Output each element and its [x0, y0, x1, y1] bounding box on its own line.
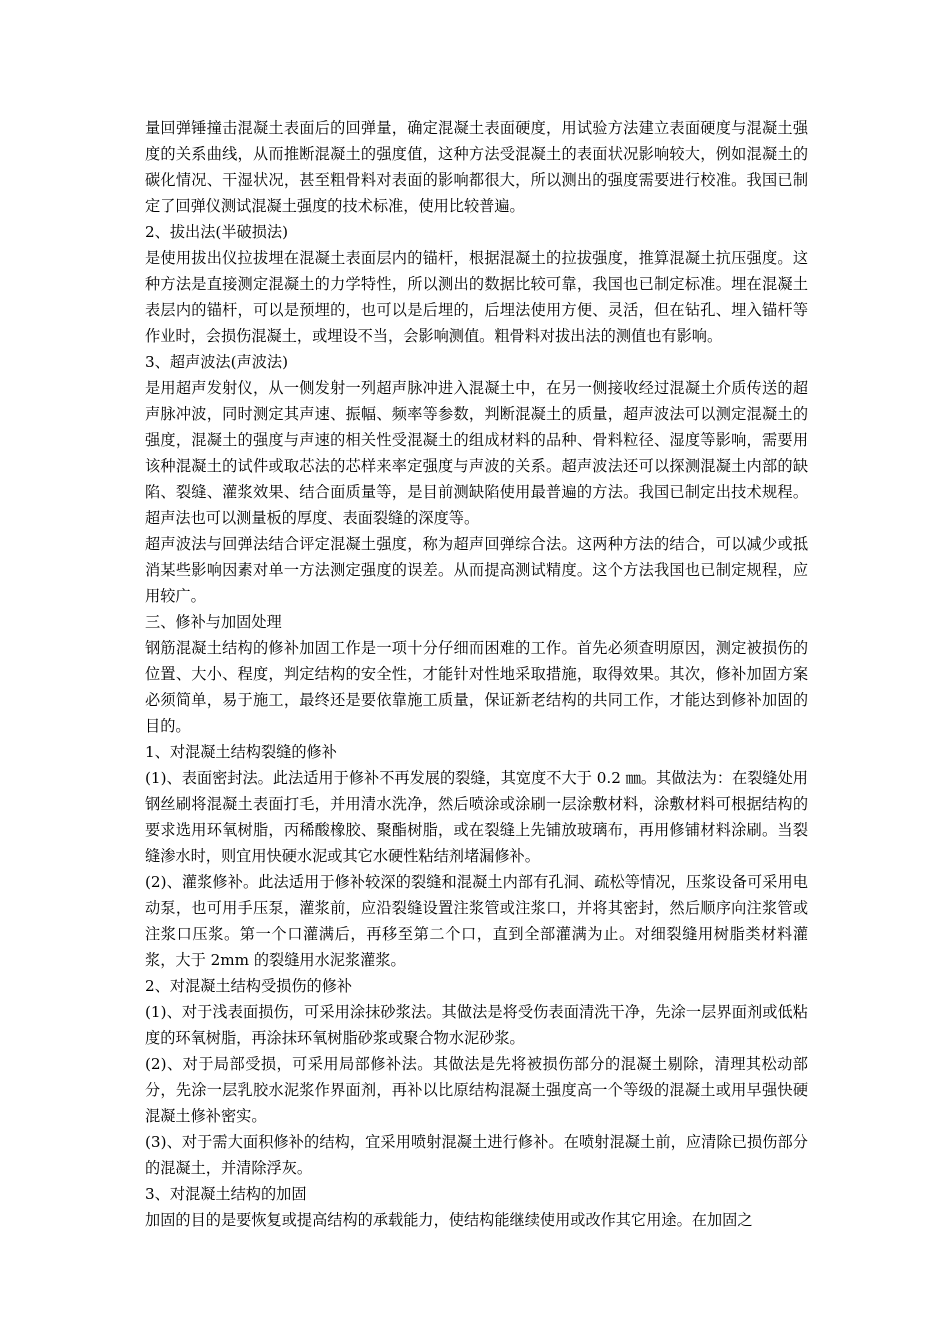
section-heading-repair-reinforcement: 三、修补与加固处理 — [145, 613, 282, 631]
body-paragraph: 量回弹锤撞击混凝土表面后的回弹量，确定混凝土表面硬度，用试验方法建立表面硬度与混凝土强度的关系曲线，从而推断混凝土的强度值，这种方法受混凝土的表面状况影响较大，例如混凝土的碳化情况、干湿状况，甚至粗骨料对表面的影响都很大，所以测出的强度需要进行校准。我国已制定了回弹仪测试混凝土强度的技术标准，使用比较普遍。 — [145, 119, 808, 215]
body-paragraph: (2)、灌浆修补。此法适用于修补较深的裂缝和混凝土内部有孔洞、疏松等情况，压浆设备可采用电动泵，也可用手压泵，灌浆前，应沿裂缝设置注浆管或注浆口，并将其密封，然后顺序向注浆管或注浆口压浆。第一个口灌满后，再移至第二个口，直到全部灌满为止。对细裂缝用树脂类材料灌浆，大于 2mm 的裂缝用水泥浆灌浆。 — [145, 873, 808, 969]
section-heading-ultrasonic-method: 3、超声波法(声波法) — [145, 353, 289, 371]
body-paragraph: (1)、表面密封法。此法适用于修补不再发展的裂缝，其宽度不大于 0.2 ㎜。其做法为：在裂缝处用钢丝刷将混凝土表面打毛，并用清水洗净，然后喷涂或涂刷一层涂敷材料，涂敷材料可根据结构的要求选用环氧树脂，丙稀酸橡胶、聚酯树脂，或在裂缝上先铺放玻璃布，再用修铺材料涂刷。当裂缝渗水时，则宜用快硬水泥或其它水硬性粘结剂堵漏修补。 — [145, 769, 808, 865]
body-paragraph: (1)、对于浅表面损伤，可采用涂抹砂浆法。其做法是将受伤表面清洗干净，先涂一层界面剂或低粘度的环氧树脂，再涂抹环氧树脂砂浆或聚合物水泥砂浆。 — [145, 1003, 808, 1047]
section-heading-crack-repair: 1、对混凝土结构裂缝的修补 — [145, 743, 337, 761]
body-paragraph: 是使用拔出仪拉拔埋在混凝土表面层内的锚杆，根据混凝土的拉拔强度，推算混凝土抗压强度。这种方法是直接测定混凝土的力学特性，所以测出的数据比较可靠，我国也已制定标准。埋在混凝土表层内的锚杆，可以是预埋的，也可以是后埋的，后埋法使用方便、灵活，但在钻孔、埋入锚杆等作业时，会损伤混凝土，或埋设不当，会影响测值。粗骨料对拔出法的测值也有影响。 — [145, 249, 808, 345]
section-heading-reinforcement: 3、对混凝土结构的加固 — [145, 1185, 307, 1203]
body-paragraph: 是用超声发射仪，从一侧发射一列超声脉冲进入混凝土中，在另一侧接收经过混凝土介质传送的超声脉冲波，同时测定其声速、振幅、频率等参数，判断混凝土的质量，超声波法可以测定混凝土的强度，混凝土的强度与声速的相关性受混凝土的组成材料的品种、骨料粒径、湿度等影响，需要用该种混凝土的试件或取芯法的芯样来率定强度与声波的关系。超声波法还可以探测混凝土内部的缺陷、裂缝、灌浆效果、结合面质量等，是目前测缺陷使用最普遍的方法。我国已制定出技术规程。超声法也可以测量板的厚度、表面裂缝的深度等。 — [145, 379, 808, 527]
body-paragraph: 超声波法与回弹法结合评定混凝土强度，称为超声回弹综合法。这两种方法的结合，可以减少或抵消某些影响因素对单一方法测定强度的误差。从而提高测试精度。这个方法我国也已制定规程，应用较广。 — [145, 535, 808, 605]
body-paragraph: (3)、对于需大面积修补的结构，宜采用喷射混凝土进行修补。在喷射混凝土前，应清除已损伤部分的混凝土，并清除浮灰。 — [145, 1133, 808, 1177]
body-paragraph: 加固的目的是要恢复或提高结构的承载能力，使结构能继续使用或改作其它用途。在加固之 — [145, 1211, 753, 1229]
section-heading-pullout-method: 2、拔出法(半破损法) — [145, 223, 289, 241]
body-paragraph: 钢筋混凝土结构的修补加固工作是一项十分仔细而困难的工作。首先必须查明原因，测定被损伤的位置、大小、程度，判定结构的安全性，才能针对性地采取措施，取得效果。其次，修补加固方案必须简单，易于施工，最终还是要依靠施工质量，保证新老结构的共同工作，才能达到修补加固的目的。 — [145, 639, 808, 735]
document-page — [145, 115, 808, 1233]
section-heading-damage-repair: 2、对混凝土结构受损伤的修补 — [145, 977, 353, 995]
body-paragraph: (2)、对于局部受损，可采用局部修补法。其做法是先将被损伤部分的混凝土剔除，清理其松动部分，先涂一层乳胶水泥浆作界面剂，再补以比原结构混凝土强度高一个等级的混凝土或用早强快硬混凝土修补密实。 — [145, 1055, 808, 1125]
